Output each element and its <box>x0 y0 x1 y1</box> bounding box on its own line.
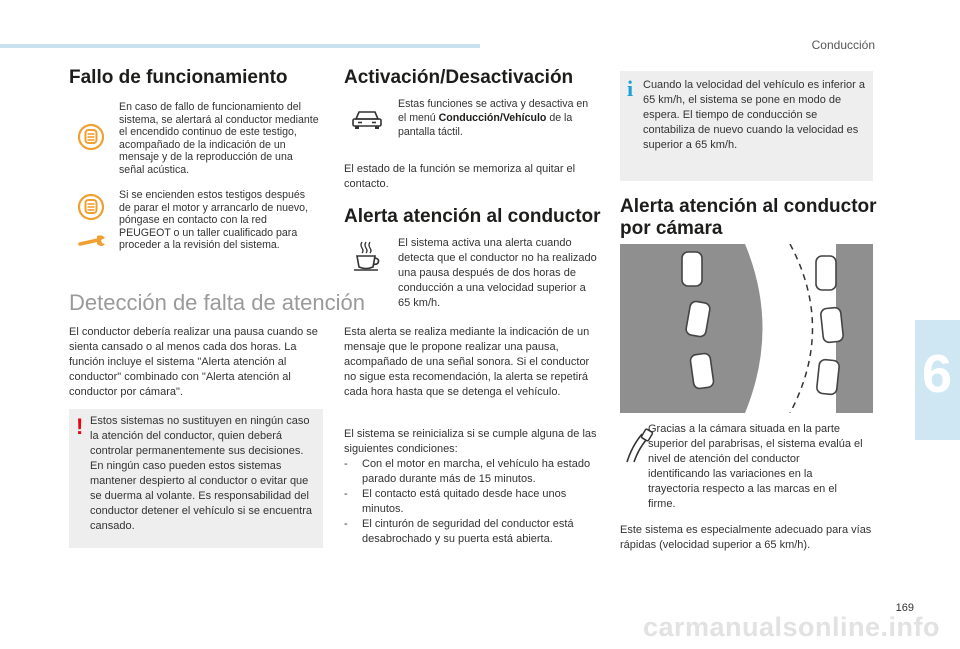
list-item: - El contacto está quitado desde hace unos minutos. <box>344 488 567 515</box>
chapter-number: 6 <box>921 344 952 404</box>
list-item: - El cinturón de seguridad del conductor está desabrochado y su puerta está abierta. <box>344 518 574 545</box>
final-paragraph: Este sistema es especialmente adecuado para vías rápidas (velocidad superior a 65 km/h). <box>620 524 872 551</box>
memoriza-paragraph: El estado de la función se memoriza al quitar el contacto. <box>344 163 576 190</box>
activacion-paragraph: Estas funciones se activa y desactiva en el menú Conducción/Vehículo de la pantalla táctil. <box>398 98 589 138</box>
page-number: 169 <box>895 602 914 614</box>
deteccion-paragraph: El conductor debería realizar una pausa cuando se sienta cansado o al menos cada dos horas. La función incluye el sistema "Alerta atención al conductor" combinado con "Alerta atención al conductor por cámara". <box>69 326 318 398</box>
alerta-paragraph-1: El sistema activa una alerta cuando detecta que el conductor no ha realizado una pausa después de dos horas de conducción a una velocidad superior a 65 km/h. <box>398 237 597 309</box>
fallo-title: Fallo de funcionamiento <box>69 67 288 88</box>
camara-title: Alerta atención al conductor por cámara <box>620 196 877 239</box>
coffee-cup-icon <box>352 240 382 277</box>
fallo-paragraph-1: En caso de fallo de funcionamiento del sistema, se alertará al conductor mediante el encendido continuo de este testigo, acompañado de la indicación de un mensaje y de la reproducción de una señal acústica. <box>119 101 319 176</box>
driver-attention-warning-icon <box>76 122 106 157</box>
fallo-paragraph-2: Si se encienden estos testigos después de parar el motor y arrancarlo de nuevo, póngase en contacto con la red PEUGEOT o un taller cualificado para proceder a la revisión del sistema. <box>119 189 309 252</box>
wrench-icon <box>76 232 108 255</box>
section-label: Conducción <box>811 38 875 52</box>
info-icon: i <box>627 76 634 101</box>
reinicio-intro: El sistema se reinicializa si se cumple alguna de las siguientes condiciones: <box>344 428 597 455</box>
alerta-paragraph-2: Esta alerta se realiza mediante la indicación de un mensaje que le propone realizar una pausa, acompañado de una señal sonora. Si el conductor no sigue esta recomendación, la alerta se repetirá cada hora hasta que se detenga el vehículo. <box>344 326 590 398</box>
list-item: - Con el motor en marcha, el vehículo ha estado parado durante más de 15 minutos. <box>344 458 591 485</box>
reinicio-section <box>344 427 599 547</box>
alerta-title: Alerta atención al conductor <box>344 206 601 227</box>
info-text: Cuando la velocidad del vehículo es inferior a 65 km/h, el sistema se pone en modo de espera. El tiempo de conducción se contabiliza de nuevo cuando la velocidad es superior a 65 km/h. <box>643 79 865 151</box>
car-icon <box>350 109 384 136</box>
warning-icon: ! <box>76 414 84 439</box>
activacion-title: Activación/Desactivación <box>344 67 574 88</box>
lane-tracking-illustration <box>620 244 873 418</box>
watermark: carmanualsonline.info <box>642 612 940 642</box>
warning-text: Estos sistemas no sustituyen en ningún caso la atención del conductor, quien deberá controlar permanentemente sus decisiones. En ningún caso pueden estos sistemas mantener despierto al conductor o evitar que se duerma al volante. Es responsabilidad del conductor detener el vehículo si se encuentra cansado. <box>90 415 312 532</box>
deteccion-title: Detección de falta de atención <box>69 290 365 315</box>
header-rule <box>0 44 480 48</box>
driver-attention-warning-icon <box>76 192 106 227</box>
camara-paragraph: Gracias a la cámara situada en la parte superior del parabrisas, el sistema evalúa el nivel de atención del conductor identificando las variaciones en la trayectoria respecto a las marcas en el firme. <box>648 423 863 510</box>
